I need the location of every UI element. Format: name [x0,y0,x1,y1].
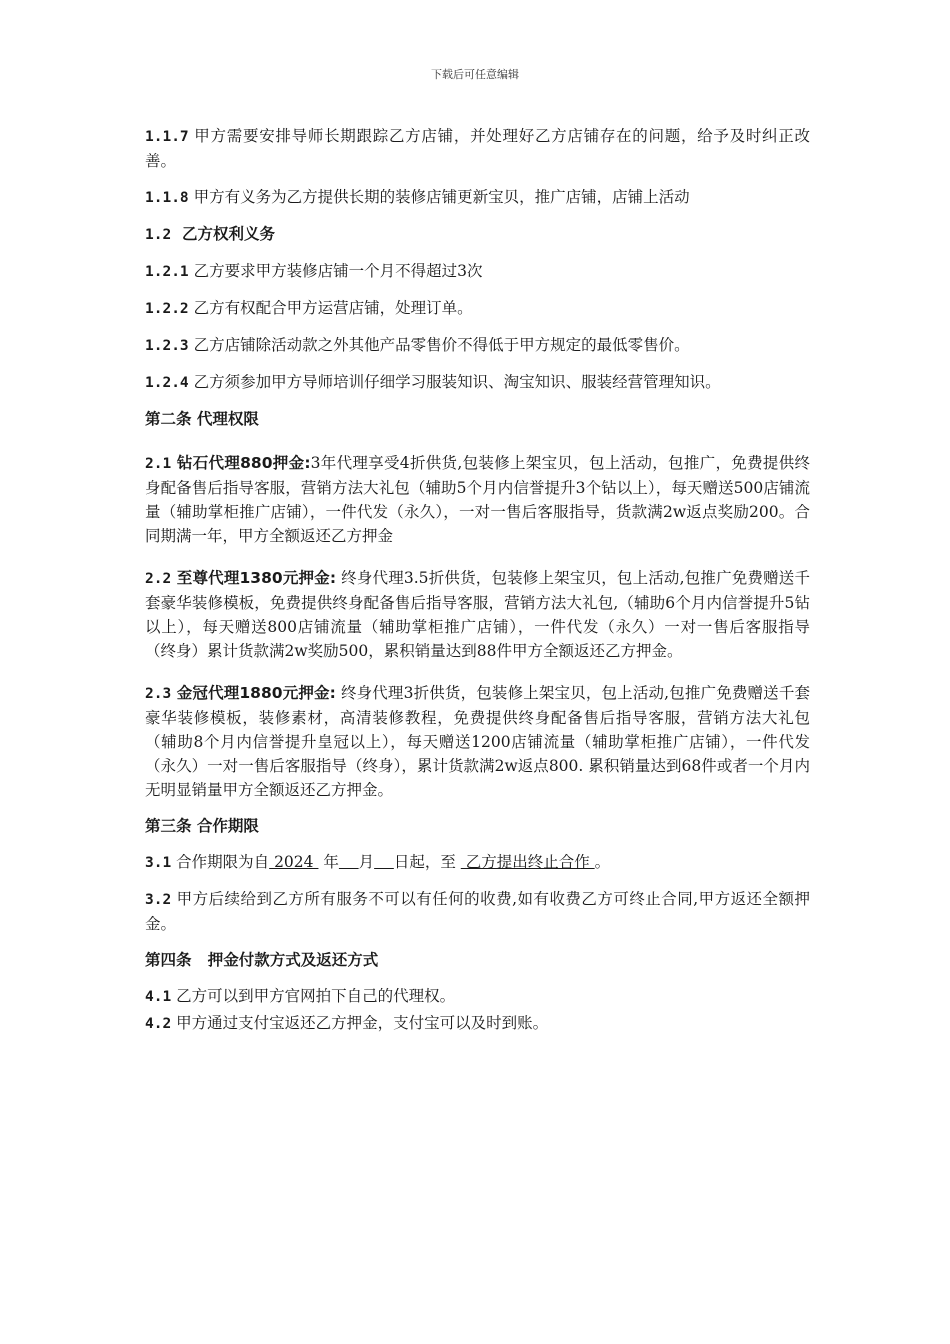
clause-text: 日起，至 [393,853,461,871]
clause-number: 1.2.1 [145,264,189,280]
clause-1-1-7 [145,124,810,173]
clause-number: 2.2 [145,571,172,587]
clause-text: 乙方有权配合甲方运营店铺，处理订单。 [188,299,473,317]
clause-label: 钻石代理880押金: [171,454,311,472]
clause-number: 1.2.3 [145,338,189,354]
clause-text: 终身代理3.5折供货，包装修上架宝贝，包上活动,包推广免费赠送千套豪华装修模板，免费提供终身配备售后指导客服，营销方法大礼包,（辅助6个月内信誉提升5钻以上），每天赠送800店铺流量（辅助掌柜推广店铺），一件代发（永久）一对一售后客服指导（终身）累计货款满2w奖励500，累积销量达到88件甲方全额返还乙方押金。 [145,569,810,660]
end-condition-field: 乙方提出终止合作 [460,853,595,871]
start-year-field: 2024 [269,853,319,871]
start-day-blank [374,853,394,871]
clause-text: 。 [594,853,611,871]
article-2-heading: 第二条 代理权限 [145,410,259,428]
clause-3-2 [145,887,810,936]
clause-number: 1.1.8 [145,190,189,206]
article-3-heading: 第三条 合作期限 [145,817,259,835]
document-body [145,124,810,1038]
clause-2-1 [145,451,810,548]
clause-1-2-2 [145,296,810,321]
clause-1-2-4 [145,370,810,395]
clause-text: 终身代理3折供货，包装修上架宝贝，包上活动,包推广免费赠送千套豪华装修模板，装修素材，高清装修教程，免费提供终身配备售后指导客服，营销方法大礼包（辅助8个月内信誉提升皇冠以上），每天赠送1200店铺流量（辅助掌柜推广店铺），一件代发（永久）一对一售后客服指导（终身），累计货款满2w返点800. 累积销量达到68件或者一个月内无明显销量甲方全额返还乙方押金。 [145,684,810,799]
clause-number: 3.1 [145,855,172,871]
article-4-heading: 第四条 押金付款方式及返还方式 [145,951,379,969]
clause-text: 年 [318,853,339,871]
clause-3-1 [145,850,810,875]
clause-text: 乙方店铺除活动款之外其他产品零售价不得低于甲方规定的最低零售价。 [188,336,690,354]
clause-4-2 [145,1011,810,1036]
clause-text: 甲方有义务为乙方提供长期的装修店铺更新宝贝，推广店铺，店铺上活动 [188,188,690,206]
clause-number: 1.1.7 [145,129,189,145]
clause-number: 1.2.2 [145,301,189,317]
clause-number: 1.2.4 [145,375,189,391]
clause-2-2 [145,566,810,663]
clause-1-2-3 [145,333,810,358]
clause-text: 乙方要求甲方装修店铺一个月不得超过3次 [188,262,483,280]
clause-text: 乙方须参加甲方导师培训仔细学习服装知识、淘宝知识、服装经营管理知识。 [188,373,721,391]
clause-text: 甲方通过支付宝返还乙方押金，支付宝可以及时到账。 [171,1014,549,1032]
clause-label: 金冠代理1880元押金: [171,684,336,702]
clause-number: 2.3 [145,686,172,702]
clause-text: 合作期限为自 [171,853,270,871]
page-header: 下载后可任意编辑 [431,68,519,81]
clause-number: 4.1 [145,989,172,1005]
clause-number: 2.1 [145,456,172,472]
clause-label: 至尊代理1380元押金: [171,569,337,587]
start-month-blank [339,853,359,871]
section-title: 乙方权利义务 [171,225,275,243]
clause-number: 4.2 [145,1016,172,1032]
clause-text: 甲方需要安排导师长期跟踪乙方店铺，并处理好乙方店铺存在的问题，给予及时纠正改善。 [145,127,810,170]
clause-text: 月 [358,853,375,871]
clause-1-1-8 [145,185,810,210]
clause-text: 甲方后续给到乙方所有服务不可以有任何的收费,如有收费乙方可终止合同,甲方返还全额押金。 [145,890,810,933]
clause-text: 乙方可以到甲方官网拍下自己的代理权。 [171,987,456,1005]
clause-2-3 [145,681,810,802]
clause-number: 3.2 [145,892,172,908]
clause-1-2-1 [145,259,810,284]
clause-4-1 [145,984,810,1009]
section-1-2-heading [145,222,810,247]
clause-text: 3年代理享受4折供货,包装修上架宝贝，包上活动，包推广，免费提供终身配备售后指导客服，营销方法大礼包（辅助5个月内信誉提升3个钻以上），每天赠送500店铺流量（辅助掌柜推广店铺），一件代发（永久），一对一售后客服指导，货款满2w返点奖励200。合同期满一年，甲方全额返还乙方押金 [145,454,810,545]
clause-number: 1.2 [145,227,172,243]
